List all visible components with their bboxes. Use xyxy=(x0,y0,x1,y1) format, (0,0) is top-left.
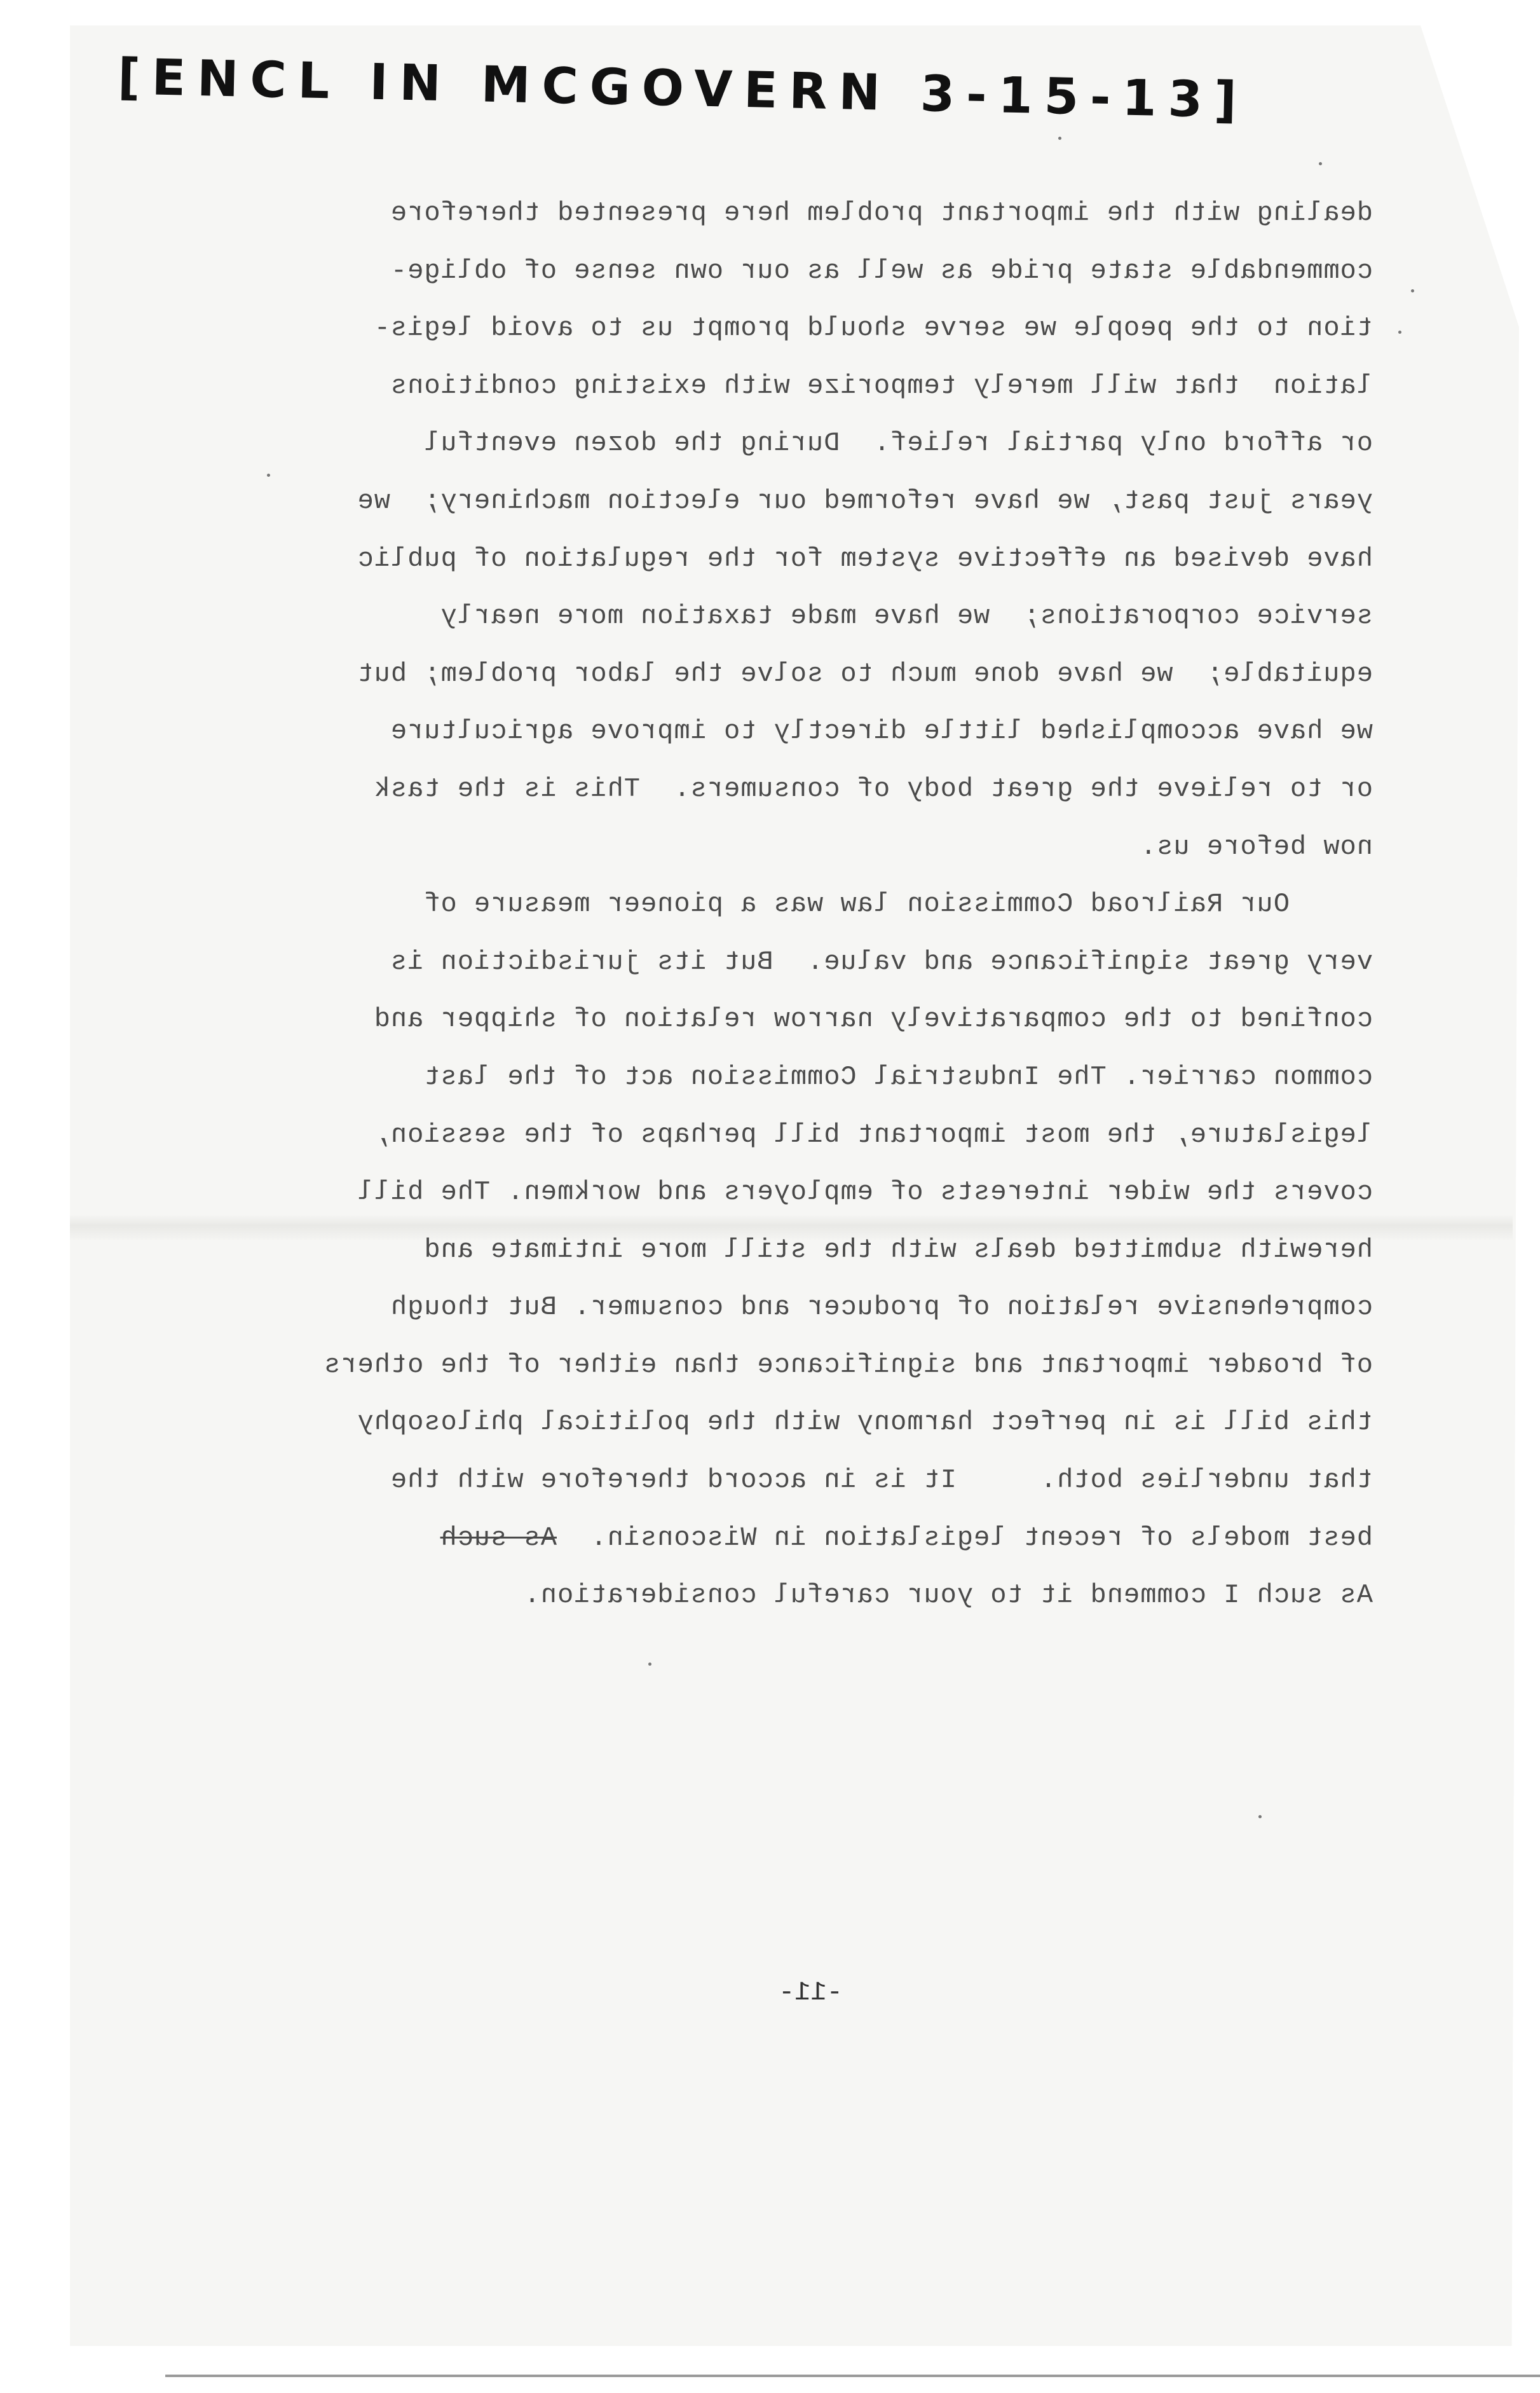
text-line: tion to the people we serve should prompt us to avoid legis- xyxy=(373,313,1373,344)
text-line: we have accomplished little directly to improve agriculture xyxy=(390,716,1373,747)
text-line: herewith submitted deals with the still more intimate and xyxy=(423,1234,1373,1265)
text-line: lation that will merely temporize with existing conditions xyxy=(390,370,1373,401)
text-line: confined to the comparatively narrow relation of shipper and xyxy=(373,1004,1373,1035)
text-line: very great significance and value. But its jurisdiction is xyxy=(390,946,1373,977)
page-bottom-edge xyxy=(165,2375,1540,2377)
page-number: -11- xyxy=(779,1977,843,2008)
text-line: dealing with the important problem here presented therefore xyxy=(390,198,1373,228)
text-line: service corporations; we have made taxation more nearly xyxy=(440,601,1373,632)
text-line: Our Railroad Commission law was a pioneer measure of xyxy=(423,889,1373,920)
paper-speck xyxy=(1319,162,1322,165)
struck-out-text: As such xyxy=(440,1522,557,1553)
text-line-with-strikethrough xyxy=(356,1509,1373,1567)
text-line: common carrier. The Industrial Commission act of the last xyxy=(423,1061,1373,1092)
text-line: years just past, we have reformed our election machinery; we xyxy=(357,485,1373,516)
text-line-start: best models of recent legislation in Wisconsin. xyxy=(590,1522,1373,1553)
text-line: now before us. xyxy=(1140,831,1373,862)
text-line: covers the wider interests of employers and workmen. The bill xyxy=(357,1177,1373,1208)
text-line: that underlies both. It is in accord therefore with the xyxy=(390,1465,1373,1496)
text-line: have devised an effective system for the regulation of public xyxy=(357,543,1373,574)
text-line: or to relieve the great body of consumers. This is the task xyxy=(373,773,1373,804)
closing-line: As such I commend it to your careful consideration. xyxy=(523,1580,1373,1611)
mirrored-typed-text xyxy=(324,184,1373,1624)
paper-speck xyxy=(1058,137,1061,140)
text-line: commendable state pride as well as our own sense of oblige- xyxy=(390,255,1373,286)
paper-speck xyxy=(1258,1815,1262,1818)
paper-speck xyxy=(1398,331,1401,334)
text-line: comprehensive relation of producer and consumer. But though xyxy=(390,1292,1373,1323)
paper-speck xyxy=(1411,289,1414,292)
text-line: this bill is in perfect harmony with the political philosophy xyxy=(357,1407,1373,1438)
text-line: legislature, the most important bill perhaps of the session, xyxy=(373,1119,1373,1150)
text-line: or afford only partial relief. During the dozen eventful xyxy=(423,428,1373,459)
handwritten-annotation: [ENCL IN MCGOVERN 3-15-13] xyxy=(117,48,1249,130)
paper-speck xyxy=(267,474,270,477)
text-line: of broader important and significance than either of the others xyxy=(324,1349,1373,1380)
paper-speck xyxy=(648,1663,651,1666)
text-line: equitable; we have done much to solve the labor problem; but xyxy=(357,658,1373,689)
